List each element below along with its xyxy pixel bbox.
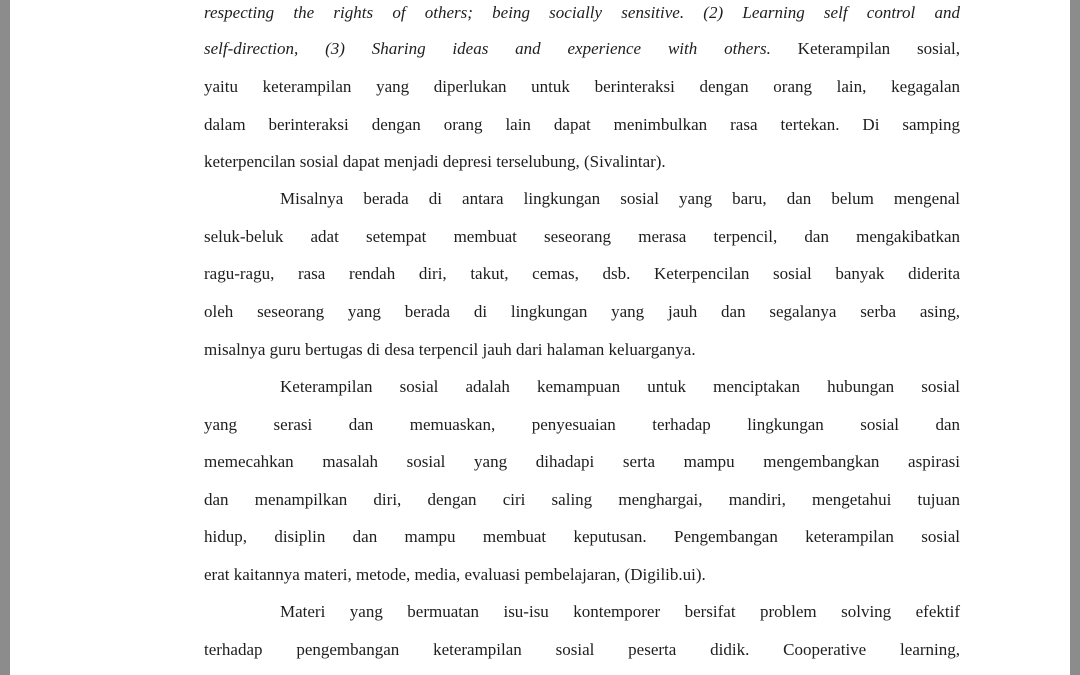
text-line: yang serasi dan memuaskan, penyesuaian terhadap lingkungan sosial dan (204, 415, 960, 434)
text-segment: Keterampilan sosial, (770, 39, 960, 58)
text-line: Misalnya berada di antara lingkungan sosial yang baru, dan belum mengenal (280, 189, 960, 208)
text-line: dalam berinteraksi dengan orang lain dapat menimbulkan rasa tertekan. Di samping (204, 115, 960, 134)
text-line: misalnya guru bertugas di desa terpencil jauh dari halaman keluarganya. (204, 340, 696, 359)
text-italic-segment: self-direction, (3) Sharing ideas and experience with others. (204, 39, 771, 58)
text-line: oleh seseorang yang berada di lingkungan yang jauh dan segalanya serba asing, (204, 302, 960, 321)
text-line: keterpencilan sosial dapat menjadi depresi terselubung, (Sivalintar). (204, 152, 666, 171)
text-line: respecting the rights of others; being socially sensitive. (2) Learning self control and (204, 3, 960, 22)
text-line: hidup, disiplin dan mampu membuat keputusan. Pengembangan keterampilan sosial (204, 527, 960, 546)
text-line: memecahkan masalah sosial yang dihadapi serta mampu mengembangkan aspirasi (204, 452, 960, 471)
document-page (10, 0, 1070, 675)
text-line: terhadap pengembangan keterampilan sosial peserta didik. Cooperative learning, (204, 640, 960, 659)
text-line: Materi yang bermuatan isu-isu kontemporer bersifat problem solving efektif (280, 602, 960, 621)
text-line: seluk-beluk adat setempat membuat seseorang merasa terpencil, dan mengakibatkan (204, 227, 960, 246)
text-line (204, 37, 960, 61)
text-line: ragu-ragu, rasa rendah diri, takut, cemas, dsb. Keterpencilan sosial banyak diderita (204, 264, 960, 283)
text-line: erat kaitannya materi, metode, media, evaluasi pembelajaran, (Digilib.ui). (204, 565, 706, 584)
text-line: yaitu keterampilan yang diperlukan untuk berinteraksi dengan orang lain, kegagalan (204, 77, 960, 96)
text-line: Keterampilan sosial adalah kemampuan untuk menciptakan hubungan sosial (280, 377, 960, 396)
text-line: dan menampilkan diri, dengan ciri saling menghargai, mandiri, mengetahui tujuan (204, 490, 960, 509)
